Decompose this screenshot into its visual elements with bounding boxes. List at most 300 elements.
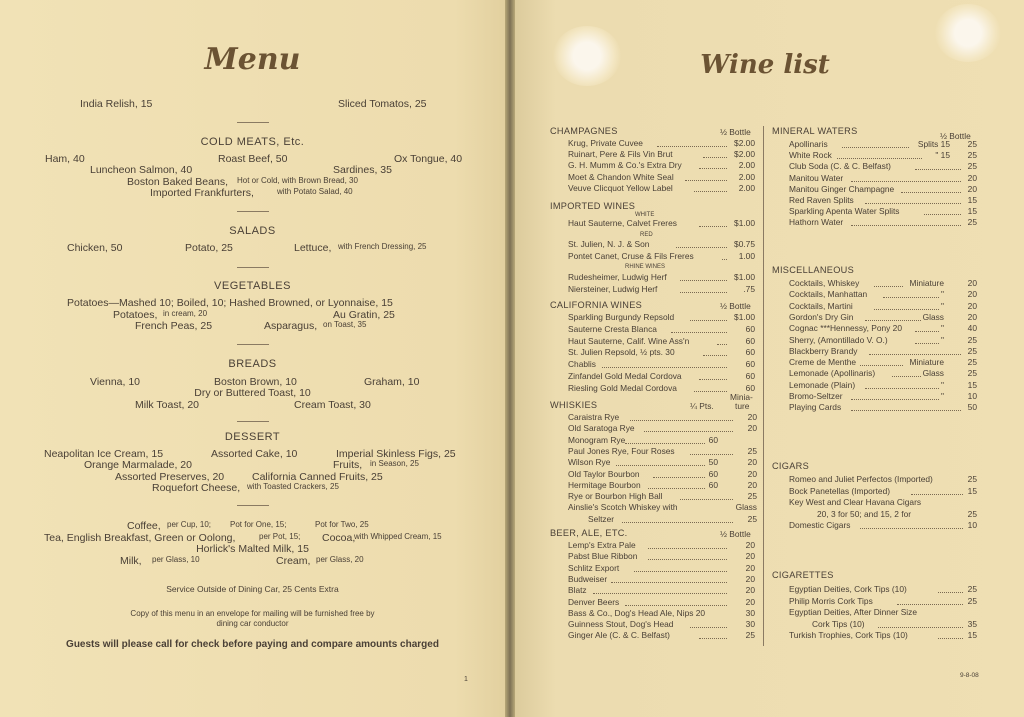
wine-item-price: 20 [745, 551, 755, 562]
stain [935, 4, 1001, 62]
cake-item: Assorted Cake, 10 [211, 448, 298, 460]
leader-dots [634, 571, 727, 572]
wine-item-price: 60 [745, 335, 755, 346]
leader-dots [694, 391, 727, 392]
dessert-heading: DESSERT [224, 431, 281, 443]
wine-item-price: 10 [967, 391, 977, 401]
wine-item-price: 40 [967, 323, 977, 334]
champagnes-unit: ½ Bottle [720, 127, 751, 137]
leader-dots [602, 367, 727, 368]
leader-dots [892, 376, 921, 377]
wine-item-price: 2.00 [738, 160, 755, 171]
guests-row [0, 639, 505, 652]
coffee-item: Coffee, [127, 520, 161, 532]
wine-item-price: 20 [967, 172, 977, 183]
leader-dots [851, 410, 961, 411]
copy-row-2 [0, 619, 505, 632]
leader-dots [865, 320, 921, 321]
wine-item-size: " [941, 289, 944, 300]
divider [237, 421, 269, 422]
cigarette-item-name: Cork Tips (10) [812, 618, 865, 629]
menu-title: Menu [204, 42, 301, 77]
divider [237, 267, 269, 268]
wine-item-price: $2.00 [734, 149, 755, 160]
wine-item-name: Niersteiner, Ludwig Herf [568, 284, 658, 294]
wine-item-size: " [941, 379, 944, 390]
coffee-two: Pot for Two, 25 [315, 520, 369, 529]
leader-dots [915, 331, 939, 332]
figs-item: Imperial Skinless Figs, 25 [336, 448, 456, 460]
wine-item-name: Bromo-Seltzer [789, 391, 843, 401]
leader-dots [699, 226, 727, 227]
leader-dots [938, 592, 963, 593]
wine-item-name: G. H. Mumm & Co.'s Extra Dry [568, 160, 682, 171]
wine-item-name: Lemonade (Apollinaris) [789, 368, 876, 379]
wine-item-name: Zinfandel Gold Medal Cordova [568, 371, 682, 381]
leader-dots [648, 488, 705, 489]
sardines-item: Sardines, 35 [333, 164, 392, 176]
leader-dots [851, 225, 961, 226]
breads-row-3 [0, 399, 505, 412]
asparagus-note: on Toast, 35 [323, 320, 367, 329]
cigarette-item-name: Turkish Trophies, Cork Tips (10) [789, 630, 908, 640]
wine-item-name: Guinness Stout, Dog's Head [568, 619, 674, 630]
beer-unit: ½ Bottle [720, 529, 751, 539]
whiskey-item-name: Old Taylor Bourbon [568, 468, 640, 479]
milk-row [0, 555, 505, 568]
lettuce-note: with French Dressing, 25 [338, 242, 427, 251]
wine-item-size: Glass [922, 311, 944, 322]
whiskey-item-name: Wilson Rye [568, 457, 611, 468]
ice-cream-item: Neapolitan Ice Cream, 15 [44, 448, 164, 460]
wine-item-name: Rudesheimer, Ludwig Herf [568, 272, 667, 282]
leader-dots [897, 604, 963, 605]
wine-item-name: Cocktails, Whiskey [789, 278, 860, 288]
dessert-row-4 [0, 482, 505, 495]
vienna-item: Vienna, 10 [90, 376, 141, 388]
wine-item-name: Chablis [568, 359, 596, 370]
imported-wines-heading: IMPORTED WINES [550, 201, 636, 211]
leader-dots [915, 343, 939, 344]
wine-item-name: Schlitz Export [568, 562, 620, 573]
wine-item-price: 60 [745, 359, 755, 370]
cigar-item-name: Domestic Cigars [789, 520, 851, 530]
wine-item-price: 20 [967, 300, 977, 311]
wine-item-name: Budweiser [568, 573, 608, 584]
whiskey-item-name: Seltzer [588, 513, 615, 524]
cigar-item-price: 25 [967, 474, 977, 484]
frank-note: with Potato Salad, 40 [277, 187, 353, 196]
marmalade-item: Orange Marmalade, 20 [84, 459, 192, 471]
leader-dots [874, 286, 903, 287]
leader-dots [865, 203, 961, 204]
divider [237, 344, 269, 345]
wine-item-size: Glass [922, 368, 944, 379]
beans-item: Boston Baked Beans, [127, 176, 228, 188]
whiskey-price-miniature: 25 [747, 491, 757, 502]
wine-item-name: Ruinart, Pere & Fils Vin Brut [568, 149, 673, 160]
menu-page [0, 0, 505, 717]
wine-item-name: Lemonade (Plain) [789, 379, 856, 390]
wine-item-name: Ginger Ale (C. & C. Belfast) [568, 630, 670, 641]
leader-dots [851, 181, 961, 182]
beef-item: Roast Beef, 50 [218, 153, 288, 165]
copy-note-1: Copy of this menu in an envelope for mailing will be furnished free by [130, 609, 375, 618]
whiskey-price-miniature: 20 [747, 479, 757, 490]
whiskey-price-pts: 60 [708, 468, 718, 479]
whiskey-price-miniature: 20 [747, 468, 757, 479]
wine-item-size: Miniature [909, 278, 944, 288]
wine-item-price: 15 [967, 195, 977, 205]
leader-dots [699, 379, 727, 380]
white-label: WHITE [635, 212, 655, 218]
roquefort-item: Roquefort Cheese, [152, 482, 241, 494]
peas-item: French Peas, 25 [135, 320, 213, 332]
wine-item-name: Cognac ***Hennessy, Pony 20 [789, 323, 902, 334]
leader-dots [680, 499, 733, 500]
wine-item-price: 25 [967, 217, 977, 228]
frank-item: Imported Frankfurters, [150, 187, 254, 199]
salads-heading: SALADS [229, 225, 276, 237]
wine-item-name: Sherry, (Amontillado V. O.) [789, 334, 888, 345]
leader-dots [699, 168, 727, 169]
fruits-note: in Season, 25 [370, 459, 419, 468]
wine-item-name: Cocktails, Martini [789, 300, 853, 311]
wine-item-name: Krug, Private Cuvee [568, 138, 643, 148]
wine-item-size: Miniature [909, 357, 944, 368]
wine-item-size: Splits 15 [917, 139, 950, 149]
leader-dots [851, 399, 940, 400]
leader-dots [860, 365, 903, 366]
wine-item-size: " [941, 300, 944, 311]
cream-toast-item: Cream Toast, 30 [294, 399, 371, 411]
wine-item-price: .75 [743, 284, 755, 294]
leader-dots [625, 605, 727, 606]
cigar-item-name: Bock Panetellas (Imported) [789, 485, 891, 496]
whiskies-unit-ture: ture [735, 401, 750, 411]
service-row [0, 584, 505, 597]
wine-item-name: Apollinaris [789, 139, 828, 149]
page-number: 1 [464, 676, 468, 683]
wine-item-size: " [941, 334, 944, 345]
wine-item-name: White Rock [789, 150, 832, 161]
cocoa-item: Cocoa, [322, 532, 356, 544]
wine-item-price: $2.00 [734, 138, 755, 148]
cigarette-item-name: Egyptian Deities, After Dinner Size [789, 607, 918, 617]
red-label: RED [640, 232, 653, 238]
leader-dots [860, 528, 963, 529]
milk-item: Milk, [120, 555, 142, 567]
rhine-label: RHINE WINES [625, 264, 666, 270]
california-wines-heading: CALIFORNIA WINES [550, 300, 643, 310]
leader-dots [924, 214, 961, 215]
service-note: Service Outside of Dining Car, 25 Cents Extra [166, 584, 339, 594]
lettuce-item: Lettuce, [294, 242, 332, 254]
column-divider [763, 126, 764, 646]
leader-dots [717, 344, 727, 345]
salmon-item: Luncheon Salmon, 40 [90, 164, 193, 176]
leader-dots [630, 420, 733, 421]
cigarette-item-price: 35 [967, 618, 977, 629]
leader-dots [611, 582, 727, 583]
whiskey-price-miniature: 20 [747, 423, 757, 434]
vegetables-heading: VEGETABLES [214, 280, 291, 292]
leader-dots [671, 332, 727, 333]
potatoes-cream-note: in cream, 20 [163, 309, 208, 318]
wine-item-name: Red Raven Splits [789, 195, 854, 205]
wine-item-price: $1.00 [734, 312, 755, 322]
whiskey-price-miniature: 25 [747, 513, 757, 524]
wine-item-name: Manitou Ginger Champagne [789, 183, 895, 194]
wine-item-name: Cocktails, Manhattan [789, 289, 868, 300]
leader-dots [625, 443, 705, 444]
cigarette-item-price: 25 [967, 595, 977, 606]
wine-item-price: 50 [967, 402, 977, 413]
horlick-item: Horlick's Malted Milk, 15 [196, 543, 309, 555]
graham-item: Graham, 10 [364, 376, 420, 388]
whiskey-price-miniature: 20 [747, 457, 757, 468]
beans-note: Hot or Cold, with Brown Bread, 30 [237, 176, 358, 185]
beer-heading: BEER, ALE, ETC. [550, 528, 628, 538]
leader-dots [680, 292, 727, 293]
miscellaneous-heading: MISCELLANEOUS [772, 265, 855, 275]
wine-item-price: 20 [967, 278, 977, 288]
leader-dots [690, 320, 727, 321]
page-number-row [0, 676, 505, 689]
wine-item-name: Lemp's Extra Pale [568, 540, 636, 550]
cream-item: Cream, [276, 555, 311, 567]
wine-item-price: 60 [745, 382, 755, 393]
wine-item-name: St. Julien, N. J. & Son [568, 239, 650, 249]
fruits-item: Fruits, [333, 459, 363, 471]
potato-salad-item: Potato, 25 [185, 242, 233, 254]
whiskies-unit-minia: Minia- [730, 392, 753, 402]
wine-item-size: " [941, 323, 944, 334]
wine-item-name: Haut Sauterne, Calif. Wine Ass'n [568, 335, 690, 346]
wine-item-price: 25 [967, 334, 977, 345]
wine-item-price: 30 [745, 619, 755, 630]
whiskey-item-name: Paul Jones Rye, Four Roses [568, 445, 675, 456]
wine-item-name: Moet & Chandon White Seal [568, 171, 674, 182]
cigar-item-name: 20, 3 for 50; and 15, 2 for [817, 508, 912, 519]
cigarettes-heading: CIGARETTES [772, 570, 834, 580]
leader-dots [616, 465, 705, 466]
leader-dots [680, 280, 727, 281]
wine-list-page [515, 0, 1024, 717]
wine-item-name: Playing Cards [789, 402, 842, 413]
leader-dots [837, 158, 922, 159]
leader-dots [901, 192, 961, 193]
whiskey-item-name: Monogram Rye [568, 434, 626, 445]
whiskey-price-miniature: 25 [747, 445, 757, 456]
wine-item-price: 20 [967, 311, 977, 322]
toast-item: Dry or Buttered Toast, 10 [194, 387, 311, 399]
leader-dots [690, 454, 733, 455]
wine-item-price: 20 [967, 289, 977, 300]
wine-item-price: $0.75 [734, 239, 755, 249]
wine-item-size: " 15 [935, 150, 950, 161]
wine-item-name: Sparkling Burgundy Repsold [568, 312, 675, 322]
coffee-one: Pot for One, 15; [230, 520, 287, 529]
wine-item-price: 60 [745, 347, 755, 358]
leader-dots [699, 638, 727, 639]
wine-item-name: Sparkling Apenta Water Splits [789, 206, 900, 217]
leader-dots [703, 355, 727, 356]
wine-item-price: 25 [967, 345, 977, 356]
vegetables-row-3 [0, 320, 505, 333]
leader-dots [938, 638, 963, 639]
whiskey-price-pts: 60 [708, 479, 718, 490]
ham-item: Ham, 40 [45, 153, 85, 165]
cigarette-item-price: 15 [967, 630, 977, 640]
wine-item-price: 2.00 [738, 182, 755, 193]
wine-item-name: St. Julien Repsold, ½ pts. 30 [568, 347, 675, 358]
california-unit: ½ Bottle [720, 301, 751, 311]
leader-dots [653, 477, 705, 478]
wine-item-price: 25 [967, 161, 977, 172]
leader-dots [878, 627, 963, 628]
wine-item-price: 25 [967, 150, 977, 161]
divider [237, 211, 269, 212]
cigar-item-name: Key West and Clear Havana Cigars [789, 497, 922, 507]
salads-row [0, 242, 505, 255]
wine-item-name: Pabst Blue Ribbon [568, 551, 638, 562]
chicken-item: Chicken, 50 [67, 242, 123, 254]
cigarette-item-name: Philip Morris Cork Tips [789, 595, 873, 606]
wine-item-name: Sauterne Cresta Blanca [568, 323, 657, 334]
wine-list-title: Wine list [700, 50, 830, 80]
gratin-item: Au Gratin, 25 [333, 309, 395, 321]
tomatos-item: Sliced Tomatos, 25 [338, 98, 427, 110]
potatoes-item: Potatoes—Mashed 10; Boiled, 10; Hashed Browned, or Lyonnaise, 15 [67, 297, 393, 309]
wine-item-price: 20 [745, 540, 755, 550]
whiskey-item-name: Caraistra Rye [568, 412, 620, 422]
wine-item-price: 1.00 [738, 251, 755, 261]
cigar-item-price: 25 [967, 508, 977, 519]
wine-item-name: Blatz [568, 585, 587, 596]
whiskies-heading: WHISKIES [550, 400, 598, 410]
leader-dots [593, 593, 727, 594]
relish-row [0, 98, 505, 111]
wine-item-price: 25 [745, 630, 755, 641]
whiskey-price-pts: 60 [708, 434, 718, 445]
milk-toast-item: Milk Toast, 20 [135, 399, 199, 411]
copy-note-2: dining car conductor [216, 619, 289, 628]
wine-item-price: 2.00 [738, 171, 755, 182]
wine-item-price: 15 [967, 206, 977, 217]
frank-row [0, 187, 505, 200]
mineral-waters-heading: MINERAL WATERS [772, 126, 858, 136]
leader-dots [648, 548, 727, 549]
leader-dots [842, 147, 909, 148]
cocoa-note: with Whipped Cream, 15 [354, 532, 442, 541]
wine-item-price: 25 [967, 368, 977, 379]
stain [553, 26, 621, 86]
leader-dots [911, 494, 963, 495]
wine-item-name: Hathorn Water [789, 217, 844, 228]
leader-dots [694, 191, 727, 192]
wine-item-price: 20 [745, 562, 755, 573]
leader-dots [869, 354, 961, 355]
leader-dots [883, 297, 939, 298]
wine-item-name: Gordon's Dry Gin [789, 311, 854, 322]
wine-item-name: Veuve Clicquot Yellow Label [568, 182, 673, 193]
canned-fruits-item: California Canned Fruits, 25 [252, 471, 383, 483]
wine-item-price: 25 [967, 357, 977, 368]
wine-item-price: 20 [745, 596, 755, 607]
whiskey-price-miniature: 20 [747, 412, 757, 422]
boston-item: Boston Brown, 10 [214, 376, 297, 388]
wine-item-price: $1.00 [734, 272, 755, 282]
book-spine [505, 0, 515, 717]
cigar-item-name: Romeo and Juliet Perfectos (Imported) [789, 474, 933, 484]
tongue-item: Ox Tongue, 40 [394, 153, 463, 165]
divider [237, 122, 269, 123]
whiskey-item-name: Ainslie's Scotch Whiskey with [568, 502, 678, 513]
whiskey-item-name: Hermitage Bourbon [568, 479, 641, 490]
leader-dots [722, 259, 727, 260]
roquefort-note: with Toasted Crackers, 25 [247, 482, 339, 491]
wine-item-price: $1.00 [734, 218, 755, 228]
leader-dots [703, 157, 727, 158]
whiskey-price-miniature: Glass [735, 502, 757, 513]
cigars-heading: CIGARS [772, 461, 810, 471]
asparagus-item: Asparagus, [264, 320, 318, 332]
wine-item-price: 60 [745, 323, 755, 334]
wine-item-name: Blackberry Brandy [789, 345, 858, 356]
breads-heading: BREADS [228, 358, 277, 370]
leader-dots [676, 247, 727, 248]
leader-dots [685, 180, 727, 181]
leader-dots [657, 146, 727, 147]
mineral-unit: ½ Bottle [940, 131, 971, 141]
leader-dots [622, 522, 733, 523]
potatoes-cream-item: Potatoes, [113, 309, 158, 321]
print-code: 9-8-08 [960, 672, 979, 679]
leader-dots [690, 627, 727, 628]
wine-item-name: Bass & Co., Dog's Head Ale, Nips 20 [568, 607, 706, 618]
wine-item-name: Creme de Menthe [789, 357, 857, 368]
relish-item: India Relish, 15 [80, 98, 153, 110]
wine-item-name: Pontet Canet, Cruse & Fils Freres [568, 251, 694, 261]
cream-note: per Glass, 20 [316, 555, 364, 564]
wine-item-price: 20 [745, 573, 755, 584]
wine-item-size: " [941, 391, 944, 401]
coffee-cup: per Cup, 10; [167, 520, 212, 529]
milk-note: per Glass, 10 [152, 555, 200, 564]
cold-meats-heading: COLD MEATS, Etc. [200, 136, 305, 148]
wine-item-name: Club Soda (C. & C. Belfast) [789, 161, 891, 172]
leader-dots [915, 169, 961, 170]
leader-dots [865, 388, 940, 389]
wine-item-price: 15 [967, 379, 977, 390]
tea-item: Tea, English Breakfast, Green or Oolong, [44, 532, 236, 544]
wine-item-price: 30 [745, 607, 755, 618]
champagnes-heading: CHAMPAGNES [550, 126, 618, 136]
cigarette-item-name: Egyptian Deities, Cork Tips (10) [789, 584, 907, 594]
leader-dots [874, 309, 940, 310]
tea-pot: per Pot, 15; [259, 532, 301, 541]
cigar-item-price: 15 [967, 485, 977, 496]
wine-item-price: 20 [745, 585, 755, 596]
whiskey-item-name: Old Saratoga Rye [568, 423, 635, 434]
wine-item-price: 25 [967, 139, 977, 149]
divider [237, 505, 269, 506]
wine-item-name: Riesling Gold Medal Cordova [568, 382, 677, 393]
cigarette-item-price: 25 [967, 584, 977, 594]
whiskey-price-pts: 50 [708, 457, 718, 468]
whiskies-unit-pts: ¼ Pts. [690, 401, 714, 411]
